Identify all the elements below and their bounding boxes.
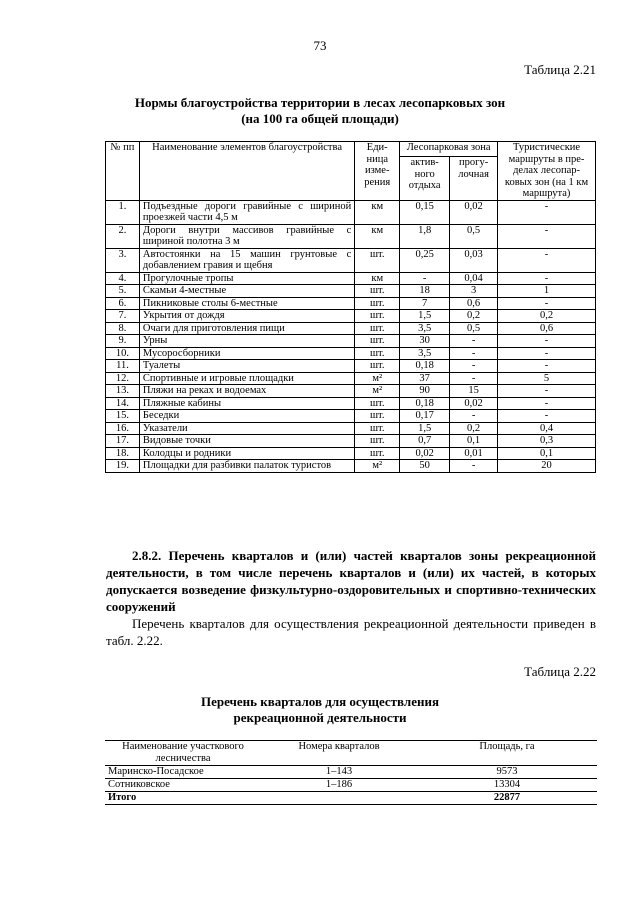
row-number: 9. [106, 335, 140, 348]
forestry-name: Маринско-Посадское [105, 766, 261, 779]
active-rest-value: 50 [400, 460, 450, 473]
element-name: Дороги внутри массивов гравийные с шириной полотна 3 м [139, 224, 354, 248]
tourist-value: - [498, 360, 596, 373]
row-number: 4. [106, 272, 140, 285]
header-num: № пп [106, 142, 140, 201]
table-title-line: рекреационной деятельности [233, 710, 407, 725]
table-row [106, 322, 596, 335]
header-forestry: Наименование участкового лесничества [105, 741, 261, 766]
walking-value: 0,02 [450, 397, 498, 410]
walking-value: 0,2 [450, 422, 498, 435]
section-heading: 2.8.2. Перечень кварталов и (или) частей кварталов зоны рекреационной деятельности, в том числе перечень кварталов и (или) их частей, в которых допускается возведение физкультурно-оздоровительных и спортивно-технических сооружений [106, 548, 596, 614]
walking-value: 0,5 [450, 322, 498, 335]
tourist-value: - [498, 248, 596, 272]
active-rest-value: 1,5 [400, 422, 450, 435]
unit-cell: шт. [355, 435, 400, 448]
row-number: 17. [106, 435, 140, 448]
active-rest-value: 0,17 [400, 410, 450, 423]
row-number: 6. [106, 297, 140, 310]
unit-cell: км [355, 224, 400, 248]
walking-value: - [450, 410, 498, 423]
table-row [106, 224, 596, 248]
walking-value: 0,6 [450, 297, 498, 310]
tourist-value: 0,6 [498, 322, 596, 335]
tourist-value: - [498, 385, 596, 398]
total-area: 22877 [417, 792, 597, 805]
table-row [106, 422, 596, 435]
unit-cell: шт. [355, 310, 400, 323]
walking-value: 0,01 [450, 447, 498, 460]
header-name: Наименование элементов благоустройства [139, 142, 354, 201]
element-name: Указатели [139, 422, 354, 435]
header-active: актив-ного отдыха [400, 157, 450, 200]
element-name: Урны [139, 335, 354, 348]
table-caption: Таблица 2.22 [524, 664, 596, 679]
element-name: Прогулочные тропы [139, 272, 354, 285]
active-rest-value: 0,02 [400, 447, 450, 460]
active-rest-value: 0,15 [400, 200, 450, 224]
header-walking: прогу-лочная [450, 157, 498, 200]
header-quarters: Номера кварталов [261, 741, 417, 766]
table-row [105, 766, 597, 779]
total-label: Итого [105, 792, 261, 805]
walking-value: 0,04 [450, 272, 498, 285]
row-number: 18. [106, 447, 140, 460]
walking-value: - [450, 460, 498, 473]
element-name: Пляжи на реках и водоемах [139, 385, 354, 398]
walking-value: - [450, 360, 498, 373]
row-number: 19. [106, 460, 140, 473]
row-number: 13. [106, 385, 140, 398]
table-row [106, 272, 596, 285]
norms-table [105, 141, 596, 473]
active-rest-value: 0,7 [400, 435, 450, 448]
table-row [106, 310, 596, 323]
row-number: 12. [106, 372, 140, 385]
element-name: Мусоросборники [139, 347, 354, 360]
page-number: 73 [313, 38, 327, 53]
row-number: 14. [106, 397, 140, 410]
unit-cell: км [355, 200, 400, 224]
table-row [106, 385, 596, 398]
tourist-value: - [498, 297, 596, 310]
table-row [106, 285, 596, 298]
table-row [106, 435, 596, 448]
active-rest-value: 30 [400, 335, 450, 348]
active-rest-value: 90 [400, 385, 450, 398]
tourist-value: - [498, 397, 596, 410]
active-rest-value: 0,25 [400, 248, 450, 272]
element-name: Подъездные дороги гравийные с шириной проезжей части 4,5 м [139, 200, 354, 224]
active-rest-value: 1,8 [400, 224, 450, 248]
table-caption: Таблица 2.21 [524, 62, 596, 77]
unit-cell: шт. [355, 447, 400, 460]
table-row [106, 347, 596, 360]
unit-cell: шт. [355, 347, 400, 360]
element-name: Беседки [139, 410, 354, 423]
quarters-table [105, 740, 597, 805]
table-row [106, 410, 596, 423]
tourist-value: 1 [498, 285, 596, 298]
unit-cell: шт. [355, 285, 400, 298]
unit-cell: шт. [355, 335, 400, 348]
table-row [106, 248, 596, 272]
tourist-value: - [498, 272, 596, 285]
table-row [106, 297, 596, 310]
unit-cell: шт. [355, 322, 400, 335]
active-rest-value: 3,5 [400, 347, 450, 360]
walking-value: 0,1 [450, 435, 498, 448]
table-row [106, 397, 596, 410]
active-rest-value: 37 [400, 372, 450, 385]
tourist-value: 0,4 [498, 422, 596, 435]
element-name: Колодцы и родники [139, 447, 354, 460]
total-row [105, 792, 597, 805]
row-number: 16. [106, 422, 140, 435]
element-name: Автостоянки на 15 машин грунтовые с добавлением гравия и щебня [139, 248, 354, 272]
walking-value: 0,2 [450, 310, 498, 323]
active-rest-value: 18 [400, 285, 450, 298]
table-row [106, 460, 596, 473]
unit-cell: шт. [355, 360, 400, 373]
unit-cell: м² [355, 460, 400, 473]
table-row [106, 200, 596, 224]
table-title-line: (на 100 га общей площади) [241, 111, 399, 126]
walking-value: 0,5 [450, 224, 498, 248]
element-name: Туалеты [139, 360, 354, 373]
area-value: 9573 [417, 766, 597, 779]
unit-cell: м² [355, 372, 400, 385]
unit-cell: шт. [355, 422, 400, 435]
walking-value: - [450, 335, 498, 348]
active-rest-value: 3,5 [400, 322, 450, 335]
area-value: 13304 [417, 779, 597, 792]
tourist-value: 5 [498, 372, 596, 385]
element-name: Очаги для приготовления пищи [139, 322, 354, 335]
active-rest-value: 0,18 [400, 360, 450, 373]
element-name: Пикниковые столы 6-местные [139, 297, 354, 310]
table-title-line: Нормы благоустройства территории в лесах лесопарковых зон [134, 95, 506, 110]
tourist-value: 0,3 [498, 435, 596, 448]
row-number: 1. [106, 200, 140, 224]
row-number: 8. [106, 322, 140, 335]
row-number: 10. [106, 347, 140, 360]
row-number: 3. [106, 248, 140, 272]
walking-value: 0,03 [450, 248, 498, 272]
section-body: Перечень кварталов для осуществления рекреационной деятельности приведен в табл. 2.22. [106, 616, 596, 648]
active-rest-value: 0,18 [400, 397, 450, 410]
header-tourist: Туристические маршруты в пре-делах лесопар-ковых зон (на 1 км маршрута) [498, 142, 596, 201]
table-row [106, 335, 596, 348]
walking-value: 0,02 [450, 200, 498, 224]
quarter-numbers: 1–143 [261, 766, 417, 779]
element-name: Пляжные кабины [139, 397, 354, 410]
walking-value: 3 [450, 285, 498, 298]
table-title [0, 694, 640, 726]
unit-cell: шт. [355, 410, 400, 423]
active-rest-value: - [400, 272, 450, 285]
table-title-line: Перечень кварталов для осуществления [201, 694, 439, 709]
row-number: 5. [106, 285, 140, 298]
row-number: 15. [106, 410, 140, 423]
element-name: Видовые точки [139, 435, 354, 448]
unit-cell: шт. [355, 248, 400, 272]
element-name: Площадки для разбивки палаток туристов [139, 460, 354, 473]
table-title [0, 95, 640, 127]
table-row [105, 779, 597, 792]
row-number: 7. [106, 310, 140, 323]
row-number: 11. [106, 360, 140, 373]
header-unit: Еди-ница изме-рения [355, 142, 400, 201]
unit-cell: шт. [355, 397, 400, 410]
tourist-value: 0,1 [498, 447, 596, 460]
forestry-name: Сотниковское [105, 779, 261, 792]
table-row [106, 360, 596, 373]
walking-value: - [450, 347, 498, 360]
row-number: 2. [106, 224, 140, 248]
header-area: Площадь, га [417, 741, 597, 766]
table-row [106, 372, 596, 385]
header-forest-zone: Лесопарковая зона [400, 142, 498, 157]
tourist-value: - [498, 410, 596, 423]
element-name: Скамьи 4-местные [139, 285, 354, 298]
walking-value: 15 [450, 385, 498, 398]
tourist-value: - [498, 335, 596, 348]
tourist-value: - [498, 224, 596, 248]
tourist-value: 20 [498, 460, 596, 473]
unit-cell: м² [355, 385, 400, 398]
total-quarters [261, 792, 417, 805]
element-name: Укрытия от дождя [139, 310, 354, 323]
tourist-value: - [498, 200, 596, 224]
walking-value: - [450, 372, 498, 385]
active-rest-value: 7 [400, 297, 450, 310]
table-row [106, 447, 596, 460]
element-name: Спортивные и игровые площадки [139, 372, 354, 385]
tourist-value: 0,2 [498, 310, 596, 323]
unit-cell: шт. [355, 297, 400, 310]
active-rest-value: 1,5 [400, 310, 450, 323]
tourist-value: - [498, 347, 596, 360]
quarter-numbers: 1–186 [261, 779, 417, 792]
unit-cell: км [355, 272, 400, 285]
